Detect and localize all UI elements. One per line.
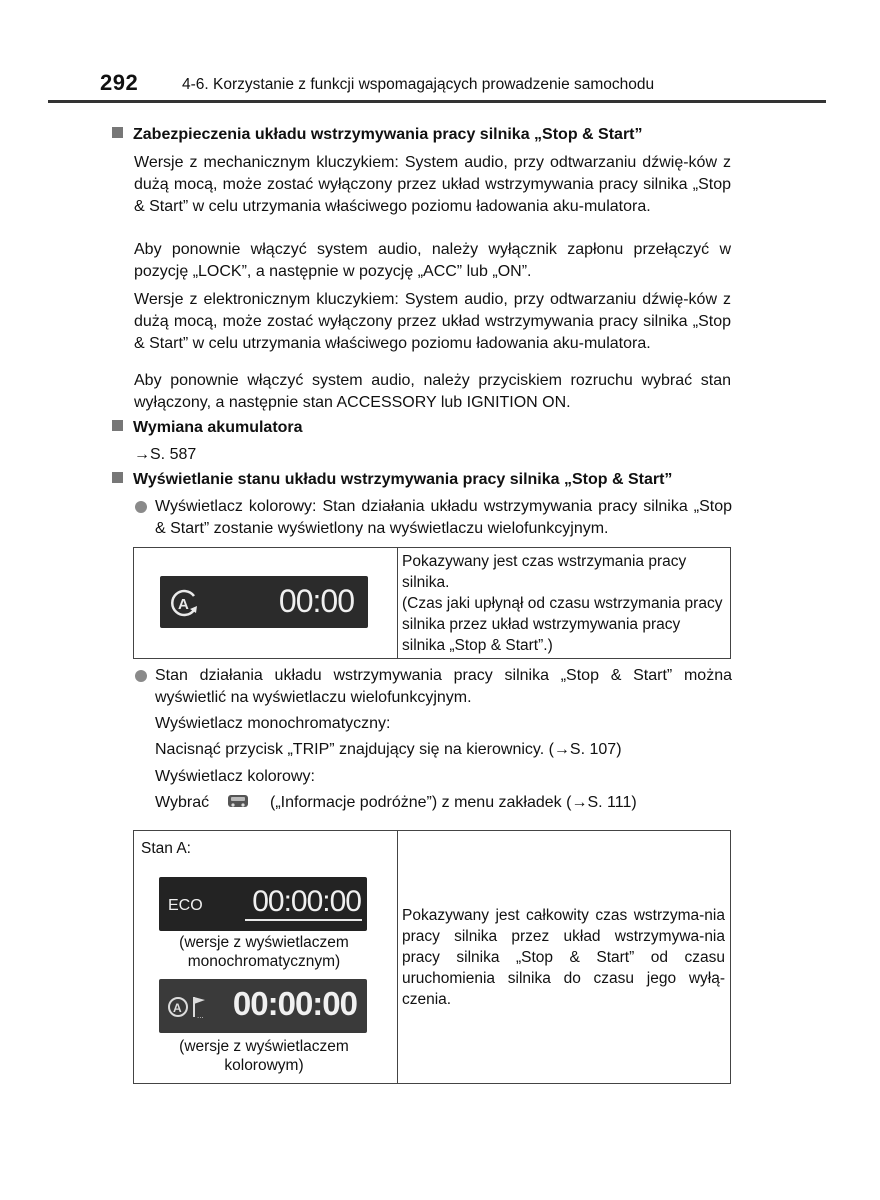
state-a-heading: Stan A: <box>141 840 191 857</box>
mono-display-caption: (wersje z wyświetlaczem monochromatycznym) <box>179 934 349 970</box>
color-total-time-value: 00:00:00 <box>232 985 357 1022</box>
header-rule <box>48 100 826 103</box>
mono-display-label: Wyświetlacz monochromatyczny: <box>155 715 391 732</box>
chapter-title: 4-6. Korzystanie z funkcji wspomagających prowadzenie samochodu <box>182 76 655 93</box>
total-stop-time-description: Pokazywany jest całkowity czas wstrzyma-nia pracy silnika przez układ wstrzymywa-nia pracy silnika „Stop & Start” od czasu uruchomienia silnika do czasu jego wyłą-czenia. <box>402 907 725 1008</box>
svg-text:A: A <box>178 596 189 613</box>
bullet-show-status: Stan działania układu wstrzymywania pracy silnika „Stop & Start” można wyświetlić na wyświetlaczu wielofunkcyjnym. <box>135 665 732 709</box>
paragraph-electronic-key: Wersje z elektronicznym kluczykiem: System audio, przy odtwarzaniu dźwię-ków z dużą mocą, może zostać wyłączony przez układ wstrzymywania pracy silnika „Stop & Start” w celu utrzymania właściwego poziomu ładowania aku-mulatora. <box>134 291 731 352</box>
paragraph-electronic-key-restore: Aby ponownie włączyć system audio, należy przyciskiem rozruchu wybrać stan wyłączony, a następnie stan ACCESSORY lub IGNITION ON. <box>134 372 731 411</box>
section-title-battery-replacement: Wymiana akumulatora <box>112 419 303 437</box>
auto-stop-flag-icon <box>167 992 217 1022</box>
page-number: 292 <box>100 70 139 95</box>
trip-info-icon <box>226 793 252 809</box>
paragraph-mechanical-key-restore: Aby ponownie włączyć system audio, należy wyłącznik zapłonu przełączyć w pozycję „LOCK”, a następnie w pozycję „ACC” lub „ON”. <box>134 241 731 280</box>
stop-time-value: 00:00 <box>278 583 354 619</box>
mono-total-time-display <box>159 877 367 931</box>
stop-time-display <box>160 576 368 628</box>
stop-time-description: Pokazywany jest czas wstrzymania pracy silnika. (Czas jaki upłynął od czasu wstrzymania pracy silnika przez układ wstrzymywania pracy silnika „Stop & Start”.) <box>402 553 723 654</box>
eco-label: ECO <box>168 897 203 914</box>
battery-page-reference: →S. 587 <box>134 446 197 463</box>
color-display-instruction: Wybrać („Informacje podróżne”) z menu zakładek (→S. 111) <box>155 794 637 811</box>
stop-time-table <box>133 547 731 659</box>
section-title-status-display: Wyświetlanie stanu układu wstrzymywania pracy silnika „Stop & Start” <box>112 471 672 489</box>
table-divider <box>397 548 398 658</box>
square-bullet-icon <box>112 420 123 431</box>
round-bullet-icon <box>135 670 147 682</box>
display-underline <box>245 919 362 921</box>
square-bullet-icon <box>112 472 123 483</box>
section-title-stop-start-safeguards: Zabezpieczenia układu wstrzymywania pracy silnika „Stop & Start” <box>112 126 643 144</box>
auto-stop-icon <box>168 588 202 618</box>
svg-text:...: ... <box>197 1011 204 1020</box>
round-bullet-icon <box>135 501 147 513</box>
svg-text:A: A <box>173 1001 182 1015</box>
table-divider <box>397 831 398 1083</box>
color-display-caption: (wersje z wyświetlaczem kolorowym) <box>179 1038 349 1074</box>
paragraph-mechanical-key: Wersje z mechanicznym kluczykiem: System audio, przy odtwarzaniu dźwię-ków z dużą mocą, może zostać wyłączony przez układ wstrzymywania pracy silnika „Stop & Start” w celu utrzymania właściwego poziomu ładowania aku-mulatora. <box>134 154 731 215</box>
bullet-color-display: Wyświetlacz kolorowy: Stan działania układu wstrzymywania pracy silnika „Stop & Start” zostanie wyświetlony na wyświetlaczu wielofunkcyjnym. <box>135 496 732 540</box>
color-total-time-display <box>159 979 367 1033</box>
mono-display-instruction: Nacisnąć przycisk „TRIP” znajdujący się na kierownicy. (→S. 107) <box>155 741 622 758</box>
color-display-label: Wyświetlacz kolorowy: <box>155 768 315 785</box>
square-bullet-icon <box>112 127 123 138</box>
mono-total-time-value: 00:00:00 <box>252 885 361 918</box>
total-stop-time-table <box>133 830 731 1084</box>
